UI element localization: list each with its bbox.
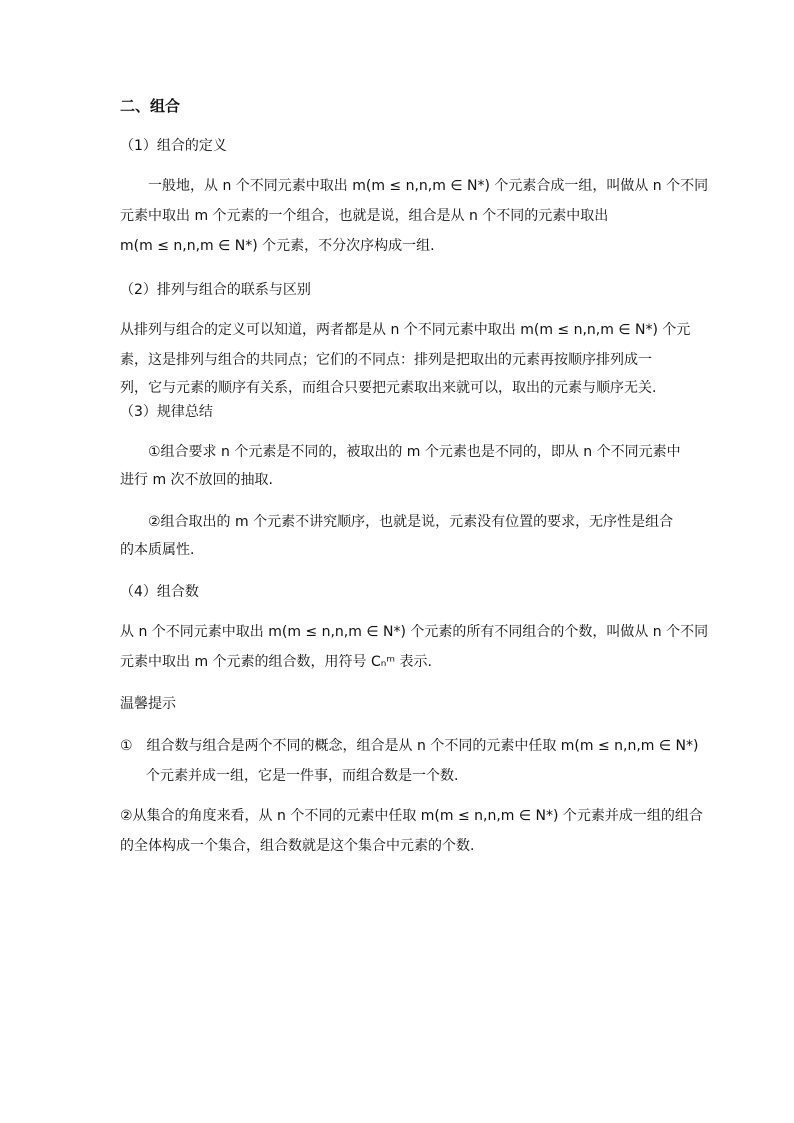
relation-line-3: 列，它与元素的顺序有关系，而组合只要把元素取出来就可以，取出的元素与顺序无关. — [120, 380, 657, 396]
heading-combination-number: （4）组合数 — [120, 584, 199, 600]
definition-line-2: 元素中取出 m 个元素的一个组合，也就是说，组合是从 n 个不同的元素中取出 — [120, 208, 609, 224]
summary-item-2-line-1: ②组合取出的 m 个元素不讲究顺序，也就是说，元素没有位置的要求，无序性是组合 — [148, 514, 674, 530]
tip-2-line-1: ②从集合的角度来看，从 n 个不同的元素中任取 m(m ≤ n,n,m ∈ N*) 个元素并成一组的组合 — [120, 808, 703, 824]
relation-line-2: 素，这是排列与组合的共同点；它们的不同点：排列是把取出的元素再按顺序排列成一 — [120, 352, 652, 368]
summary-item-1-line-1: ①组合要求 n 个元素是不同的，被取出的 m 个元素也是不同的，即从 n 个不同元素中 — [148, 444, 681, 460]
definition-line-1: 一般地，从 n 个不同元素中取出 m(m ≤ n,n,m ∈ N*) 个元素合成一组，叫做从 n 个不同 — [148, 178, 709, 194]
definition-line-3: m(m ≤ n,n,m ∈ N*) 个元素，不分次序构成一组. — [120, 238, 435, 254]
combination-number-line-2: 元素中取出 m 个元素的组合数，用符号 Cₙᵐ 表示. — [120, 654, 432, 670]
relation-line-1: 从排列与组合的定义可以知道，两者都是从 n 个不同元素中取出 m(m ≤ n,n,m ∈ N*) 个元 — [120, 322, 691, 338]
summary-item-1-line-2: 进行 m 次不放回的抽取. — [120, 472, 273, 488]
tips-heading: 温馨提示 — [120, 696, 176, 712]
heading-definition: （1）组合的定义 — [120, 138, 227, 154]
heading-summary: （3）规律总结 — [120, 404, 213, 420]
section-title: 二、组合 — [120, 97, 181, 115]
heading-relation: （2）排列与组合的联系与区别 — [120, 282, 311, 298]
tip-1-line-1: ① 组合数与组合是两个不同的概念，组合是从 n 个不同的元素中任取 m(m ≤ n,n,m ∈ N*) — [120, 738, 699, 754]
summary-item-2-line-2: 的本质属性. — [120, 542, 195, 558]
combination-number-line-1: 从 n 个不同元素中取出 m(m ≤ n,n,m ∈ N*) 个元素的所有不同组合的个数，叫做从 n 个不同 — [120, 624, 709, 640]
tip-1-line-2: 个元素并成一组，它是一件事，而组合数是一个数. — [146, 768, 459, 784]
tip-2-line-2: 的全体构成一个集合，组合数就是这个集合中元素的个数. — [120, 838, 475, 854]
